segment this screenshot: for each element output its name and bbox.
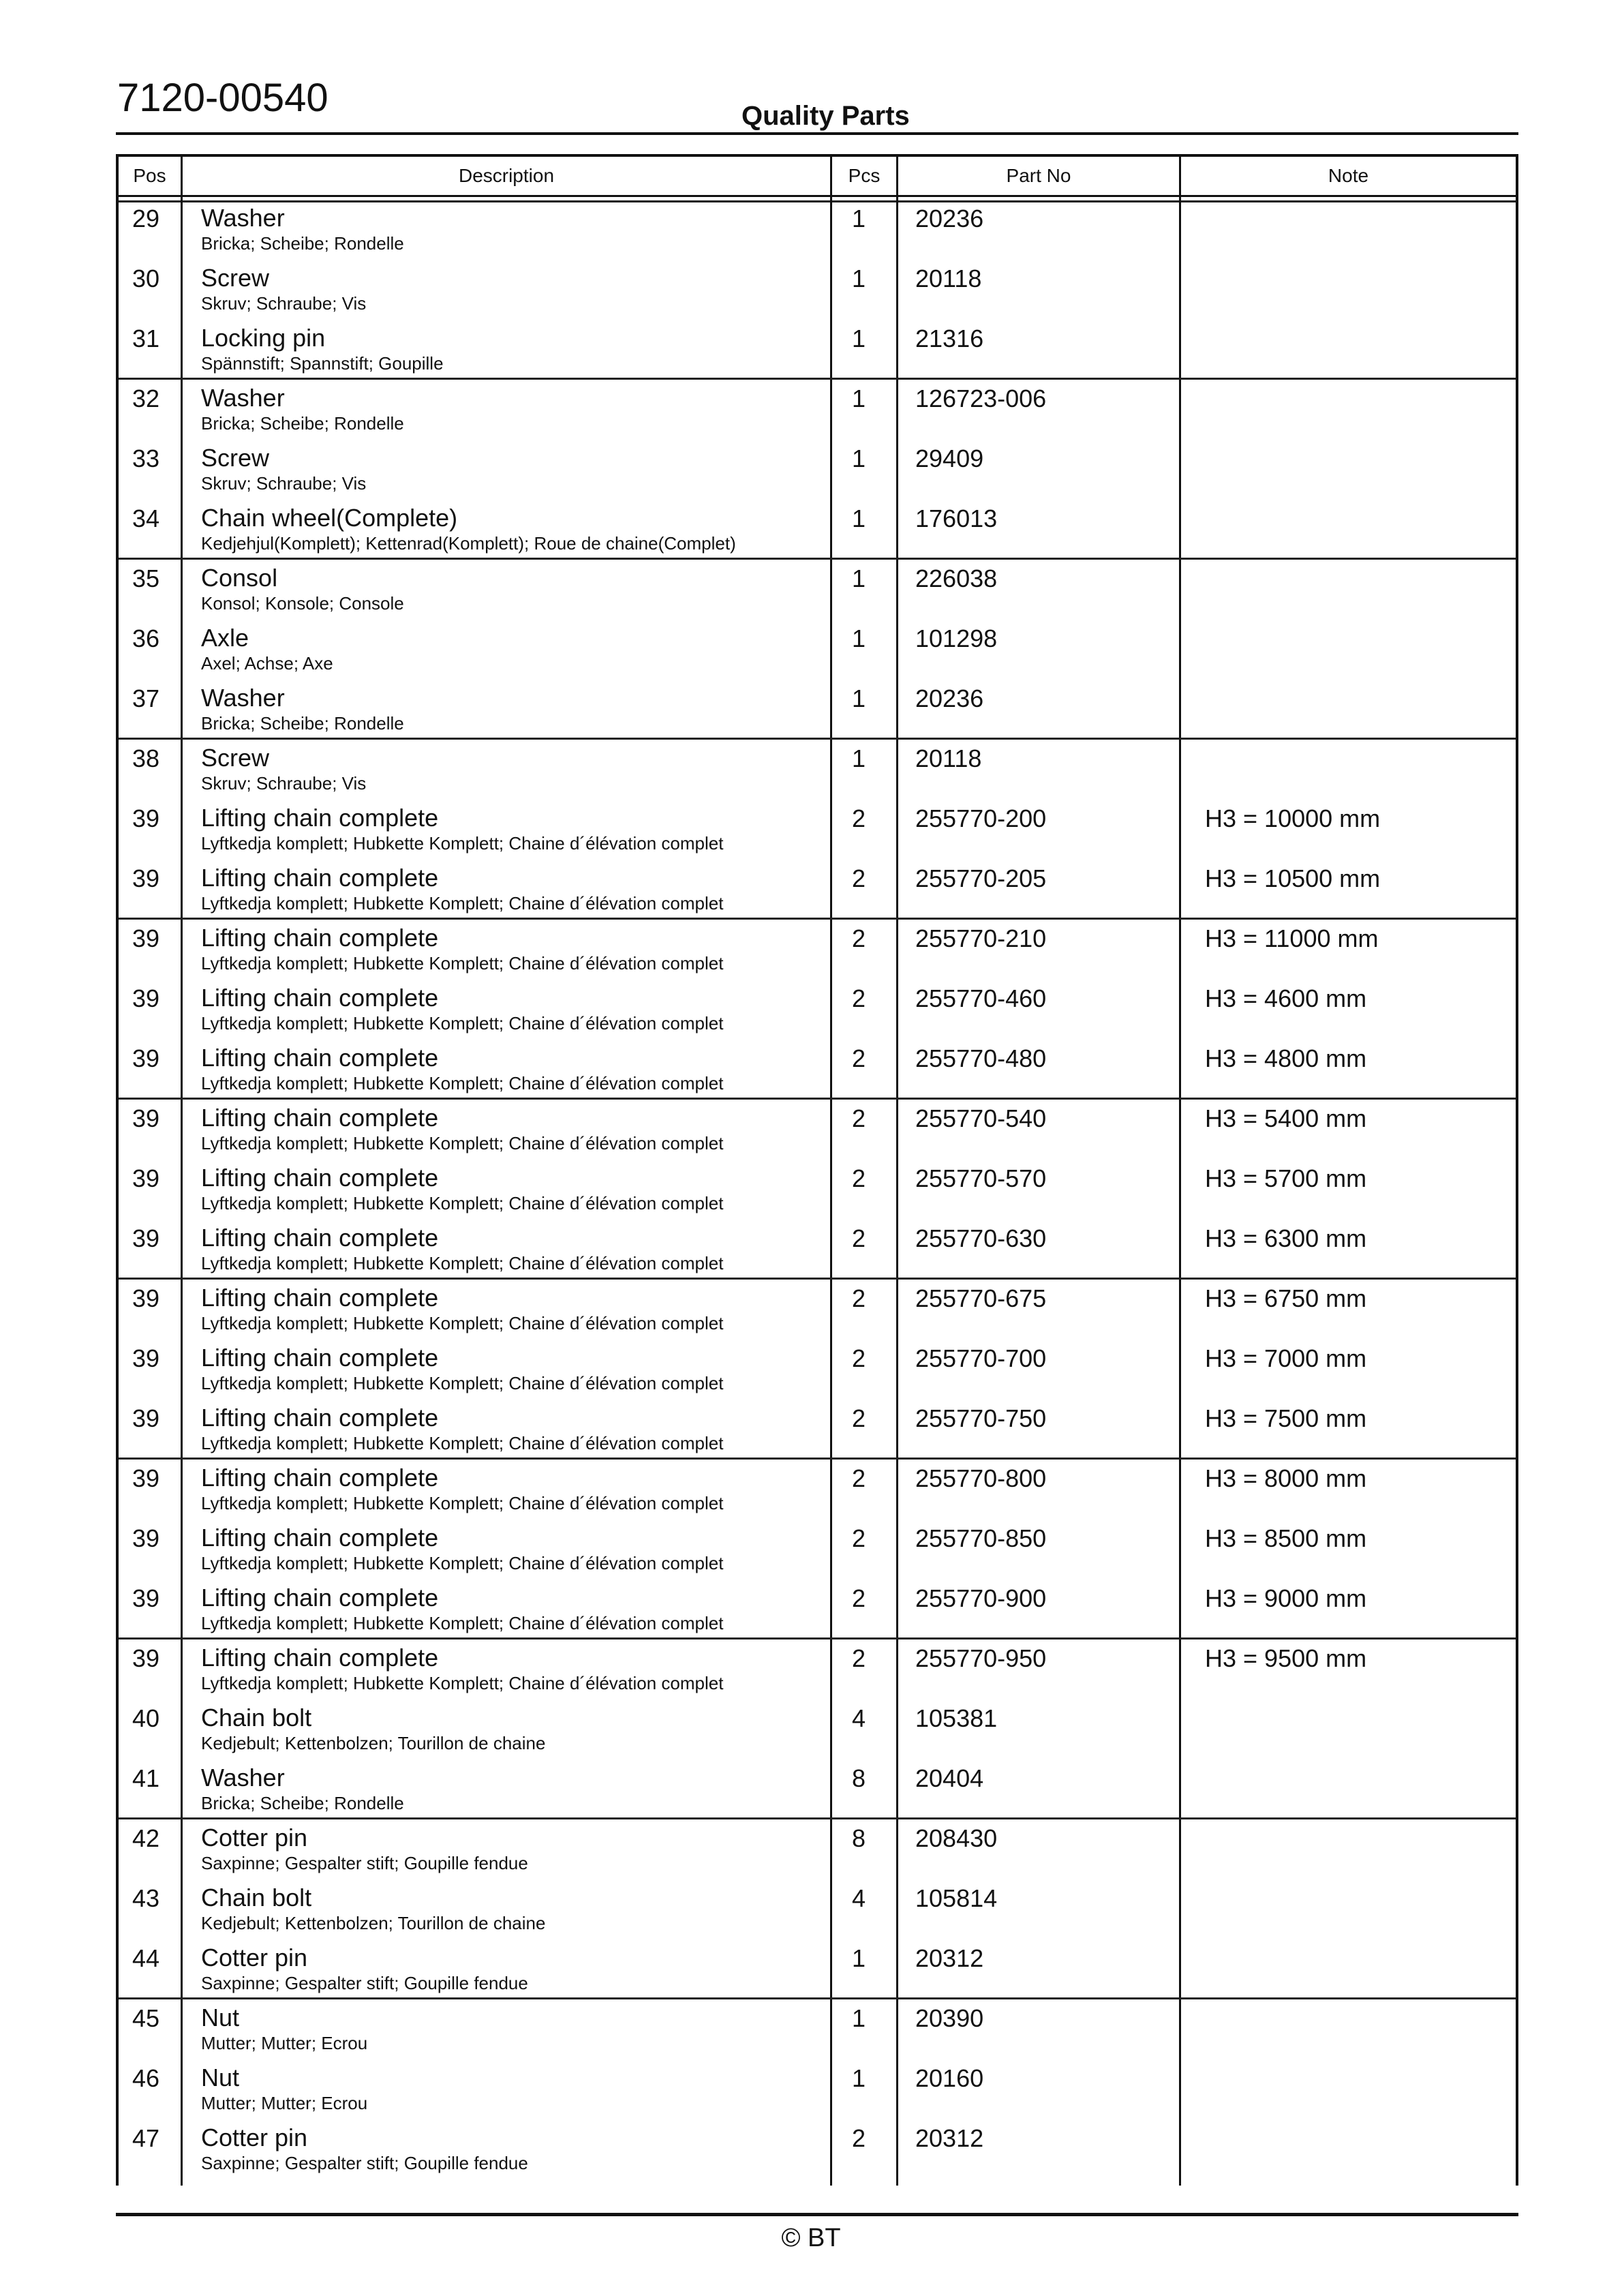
part-translations: Skruv; Schraube; Vis — [201, 473, 367, 494]
position-number: 39 — [132, 864, 160, 892]
part-number: 20118 — [915, 744, 982, 772]
quantity: 1 — [852, 384, 866, 412]
table-row — [119, 620, 1516, 680]
part-translations: Lyftkedja komplett; Hubkette Komplett; Chaine d´élévation complet — [201, 1253, 724, 1273]
table-row — [119, 2000, 1516, 2060]
table-row — [119, 1100, 1516, 1160]
part-name: Cotter pin — [201, 1824, 308, 1852]
column-header-pcs: Pcs — [848, 165, 881, 186]
table-row — [119, 560, 1516, 620]
part-name: Washer — [201, 1764, 285, 1792]
part-translations: Lyftkedja komplett; Hubkette Komplett; Chaine d´élévation complet — [201, 1673, 724, 1693]
quantity: 2 — [852, 1344, 866, 1372]
part-name: Washer — [201, 204, 285, 232]
description-cell — [201, 2124, 528, 2175]
part-name: Chain wheel(Complete) — [201, 504, 458, 532]
part-translations: Bricka; Scheibe; Rondelle — [201, 713, 404, 734]
description-cell — [201, 1344, 723, 1395]
document-number: 7120-00540 — [117, 76, 328, 120]
table-row — [119, 320, 1516, 380]
position-number: 29 — [132, 205, 160, 232]
table-row — [119, 200, 1516, 260]
description-cell — [201, 444, 366, 495]
table-row — [119, 1760, 1516, 1820]
table-row — [119, 860, 1516, 920]
part-name: Lifting chain complete — [201, 804, 439, 832]
quantity: 1 — [852, 684, 866, 712]
group-divider — [119, 558, 1516, 560]
table-row — [119, 980, 1516, 1040]
column-header-pos: Pos — [133, 165, 166, 186]
description-cell — [201, 2004, 367, 2055]
position-number: 39 — [132, 1344, 160, 1372]
description-cell — [201, 1284, 723, 1335]
part-name: Washer — [201, 384, 285, 412]
part-number: 255770-480 — [915, 1044, 1047, 1072]
part-name: Lifting chain complete — [201, 1224, 439, 1252]
quantity: 8 — [852, 1764, 866, 1792]
part-name: Washer — [201, 684, 285, 712]
description-cell — [201, 564, 404, 615]
column-header-description: Description — [458, 165, 555, 186]
part-number: 105814 — [915, 1884, 998, 1912]
quantity: 2 — [852, 864, 866, 892]
position-number: 39 — [132, 1524, 160, 1552]
part-translations: Bricka; Scheibe; Rondelle — [201, 413, 404, 434]
part-name: Lifting chain complete — [201, 1104, 439, 1132]
part-name: Axle — [201, 624, 249, 652]
quantity: 2 — [852, 1644, 866, 1672]
part-translations: Saxpinne; Gespalter stift; Goupille fendue — [201, 1973, 528, 1993]
part-translations: Bricka; Scheibe; Rondelle — [201, 233, 404, 254]
part-name: Lifting chain complete — [201, 1404, 439, 1432]
table-row — [119, 1400, 1516, 1460]
part-name: Screw — [201, 444, 270, 472]
position-number: 39 — [132, 1284, 160, 1312]
quantity: 2 — [852, 1284, 866, 1312]
description-cell — [201, 1824, 528, 1875]
copyright-footer: © BT — [781, 2224, 841, 2252]
group-divider — [119, 1817, 1516, 1819]
group-divider — [119, 1637, 1516, 1640]
column-header-part-no: Part No — [1006, 165, 1071, 186]
part-translations: Lyftkedja komplett; Hubkette Komplett; Chaine d´élévation complet — [201, 1193, 724, 1213]
note: H3 = 11000 mm — [1205, 924, 1379, 952]
part-number: 255770-630 — [915, 1224, 1047, 1252]
quantity: 2 — [852, 1584, 866, 1612]
position-number: 43 — [132, 1884, 160, 1912]
part-number: 255770-200 — [915, 804, 1047, 832]
position-number: 42 — [132, 1824, 160, 1852]
part-name: Lifting chain complete — [201, 1164, 439, 1192]
group-divider — [119, 918, 1516, 920]
quantity: 1 — [852, 624, 866, 652]
position-number: 31 — [132, 324, 160, 352]
group-divider — [119, 1997, 1516, 1999]
header-divider — [119, 195, 1516, 197]
description-cell — [201, 205, 404, 255]
table-row — [119, 380, 1516, 440]
part-number: 20236 — [915, 205, 984, 232]
part-translations: Skruv; Schraube; Vis — [201, 773, 367, 794]
position-number: 39 — [132, 1644, 160, 1672]
table-row — [119, 1880, 1516, 1940]
part-number: 29409 — [915, 444, 984, 472]
quantity: 2 — [852, 1404, 866, 1432]
part-name: Cotter pin — [201, 2124, 308, 2151]
quantity: 1 — [852, 324, 866, 352]
part-translations: Kedjebult; Kettenbolzen; Tourillon de chaine — [201, 1733, 546, 1753]
position-number: 32 — [132, 384, 160, 412]
table-row — [119, 500, 1516, 560]
part-name: Nut — [201, 2004, 240, 2031]
group-divider — [119, 738, 1516, 740]
part-name: Lifting chain complete — [201, 864, 439, 892]
part-number: 255770-540 — [915, 1104, 1047, 1132]
description-cell — [201, 684, 404, 735]
part-translations: Saxpinne; Gespalter stift; Goupille fendue — [201, 2153, 528, 2173]
description-cell — [201, 624, 333, 675]
table-row — [119, 1520, 1516, 1580]
part-number: 255770-850 — [915, 1524, 1047, 1552]
description-cell — [201, 265, 366, 315]
group-divider — [119, 1457, 1516, 1460]
note: H3 = 4800 mm — [1205, 1044, 1367, 1072]
note: H3 = 8500 mm — [1205, 1524, 1367, 1552]
position-number: 37 — [132, 684, 160, 712]
table-row — [119, 740, 1516, 800]
quantity: 2 — [852, 804, 866, 832]
part-number: 255770-675 — [915, 1284, 1047, 1312]
table-row — [119, 1820, 1516, 1880]
quantity: 2 — [852, 1464, 866, 1492]
position-number: 39 — [132, 1464, 160, 1492]
part-number: 20404 — [915, 1764, 984, 1792]
note: H3 = 6750 mm — [1205, 1284, 1367, 1312]
position-number: 30 — [132, 265, 160, 292]
table-row — [119, 680, 1516, 740]
part-name: Lifting chain complete — [201, 1464, 439, 1492]
part-translations: Skruv; Schraube; Vis — [201, 293, 367, 314]
table-row — [119, 2060, 1516, 2120]
description-cell — [201, 864, 723, 915]
quantity: 1 — [852, 205, 866, 232]
group-divider — [119, 1098, 1516, 1100]
description-cell — [201, 1644, 723, 1695]
note: H3 = 8000 mm — [1205, 1464, 1367, 1492]
table-row — [119, 1700, 1516, 1760]
part-name: Chain bolt — [201, 1704, 312, 1732]
part-number: 126723-006 — [915, 384, 1047, 412]
position-number: 45 — [132, 2004, 160, 2032]
part-number: 20390 — [915, 2004, 984, 2032]
description-cell — [201, 1224, 723, 1275]
part-number: 255770-800 — [915, 1464, 1047, 1492]
description-cell — [201, 1764, 404, 1815]
description-cell — [201, 984, 723, 1035]
part-translations: Lyftkedja komplett; Hubkette Komplett; Chaine d´élévation complet — [201, 1313, 724, 1333]
note: H3 = 7500 mm — [1205, 1404, 1367, 1432]
part-number: 20312 — [915, 1944, 984, 1972]
part-name: Lifting chain complete — [201, 924, 439, 952]
description-cell — [201, 1524, 723, 1575]
quantity: 2 — [852, 2124, 866, 2152]
column-header-note: Note — [1328, 165, 1369, 186]
note: H3 = 9500 mm — [1205, 1644, 1367, 1672]
section-title: Quality Parts — [741, 101, 910, 131]
part-name: Lifting chain complete — [201, 984, 439, 1012]
part-translations: Axel; Achse; Axe — [201, 653, 333, 674]
quantity: 2 — [852, 1524, 866, 1552]
quantity: 1 — [852, 564, 866, 592]
description-cell — [201, 1164, 723, 1215]
note: H3 = 10500 mm — [1205, 864, 1381, 892]
part-number: 20118 — [915, 265, 982, 292]
note: H3 = 7000 mm — [1205, 1344, 1367, 1372]
quantity: 2 — [852, 1164, 866, 1192]
table-row — [119, 1220, 1516, 1280]
footer-rule — [116, 2213, 1518, 2216]
table-row — [119, 1040, 1516, 1100]
quantity: 1 — [852, 1944, 866, 1972]
note: H3 = 5400 mm — [1205, 1104, 1367, 1132]
group-divider — [119, 378, 1516, 380]
position-number: 39 — [132, 984, 160, 1012]
part-translations: Lyftkedja komplett; Hubkette Komplett; Chaine d´élévation complet — [201, 1493, 724, 1513]
part-number: 255770-950 — [915, 1644, 1047, 1672]
part-number: 20160 — [915, 2064, 984, 2092]
part-translations: Lyftkedja komplett; Hubkette Komplett; Chaine d´élévation complet — [201, 1613, 724, 1633]
part-number: 20312 — [915, 2124, 984, 2152]
part-name: Screw — [201, 744, 270, 772]
table-row — [119, 1640, 1516, 1700]
position-number: 44 — [132, 1944, 160, 1972]
description-cell — [201, 924, 723, 975]
part-translations: Lyftkedja komplett; Hubkette Komplett; Chaine d´élévation complet — [201, 893, 724, 913]
part-translations: Bricka; Scheibe; Rondelle — [201, 1793, 404, 1813]
part-name: Lifting chain complete — [201, 1344, 439, 1372]
part-translations: Spännstift; Spannstift; Goupille — [201, 353, 444, 374]
table-row — [119, 920, 1516, 980]
part-translations: Saxpinne; Gespalter stift; Goupille fendue — [201, 1853, 528, 1873]
description-cell — [201, 1584, 723, 1635]
part-number: 226038 — [915, 564, 998, 592]
description-cell — [201, 1404, 723, 1455]
part-name: Cotter pin — [201, 1944, 308, 1972]
quantity: 1 — [852, 2064, 866, 2092]
table-row — [119, 800, 1516, 860]
table-row — [119, 1580, 1516, 1640]
position-number: 36 — [132, 624, 160, 652]
part-translations: Lyftkedja komplett; Hubkette Komplett; Chaine d´élévation complet — [201, 953, 724, 973]
part-translations: Lyftkedja komplett; Hubkette Komplett; Chaine d´élévation complet — [201, 1433, 724, 1453]
description-cell — [201, 744, 366, 795]
quantity: 2 — [852, 1224, 866, 1252]
position-number: 39 — [132, 804, 160, 832]
part-translations: Lyftkedja komplett; Hubkette Komplett; Chaine d´élévation complet — [201, 1013, 724, 1033]
quantity: 4 — [852, 1704, 866, 1732]
position-number: 39 — [132, 1044, 160, 1072]
description-cell — [201, 1104, 723, 1155]
description-cell — [201, 804, 723, 855]
part-name: Consol — [201, 564, 278, 592]
part-translations: Kedjebult; Kettenbolzen; Tourillon de chaine — [201, 1913, 546, 1933]
quantity: 2 — [852, 1104, 866, 1132]
note: H3 = 5700 mm — [1205, 1164, 1367, 1192]
part-number: 21316 — [915, 324, 984, 352]
part-number: 255770-700 — [915, 1344, 1047, 1372]
position-number: 39 — [132, 1224, 160, 1252]
table-row — [119, 1460, 1516, 1520]
part-number: 255770-460 — [915, 984, 1047, 1012]
position-number: 34 — [132, 504, 160, 532]
part-name: Lifting chain complete — [201, 1524, 439, 1552]
note: H3 = 4600 mm — [1205, 984, 1367, 1012]
part-translations: Konsol; Konsole; Console — [201, 593, 404, 614]
description-cell — [201, 2064, 367, 2115]
part-name: Lifting chain complete — [201, 1044, 439, 1072]
quantity: 2 — [852, 984, 866, 1012]
position-number: 39 — [132, 1584, 160, 1612]
description-cell — [201, 324, 444, 375]
part-translations: Mutter; Mutter; Ecrou — [201, 2093, 368, 2113]
description-cell — [201, 504, 736, 555]
part-name: Lifting chain complete — [201, 1284, 439, 1312]
part-name: Lifting chain complete — [201, 1644, 439, 1672]
position-number: 38 — [132, 744, 160, 772]
part-number: 255770-570 — [915, 1164, 1047, 1192]
part-number: 255770-750 — [915, 1404, 1047, 1432]
position-number: 39 — [132, 924, 160, 952]
part-translations: Lyftkedja komplett; Hubkette Komplett; Chaine d´élévation complet — [201, 1073, 724, 1093]
quantity: 1 — [852, 504, 866, 532]
position-number: 39 — [132, 1164, 160, 1192]
note: H3 = 10000 mm — [1205, 804, 1381, 832]
part-number: 176013 — [915, 504, 998, 532]
part-number: 255770-210 — [915, 924, 1047, 952]
part-name: Screw — [201, 264, 270, 292]
part-number: 20236 — [915, 684, 984, 712]
table-row — [119, 2120, 1516, 2180]
description-cell — [201, 1944, 528, 1995]
table-row — [119, 1280, 1516, 1340]
position-number: 41 — [132, 1764, 160, 1792]
part-translations: Lyftkedja komplett; Hubkette Komplett; Chaine d´élévation complet — [201, 833, 724, 854]
part-name: Nut — [201, 2064, 240, 2091]
description-cell — [201, 384, 404, 435]
note: H3 = 9000 mm — [1205, 1584, 1367, 1612]
position-number: 33 — [132, 444, 160, 472]
description-cell — [201, 1464, 723, 1515]
part-translations: Lyftkedja komplett; Hubkette Komplett; Chaine d´élévation complet — [201, 1373, 724, 1393]
quantity: 1 — [852, 444, 866, 472]
position-number: 47 — [132, 2124, 160, 2152]
parts-table — [116, 154, 1518, 2186]
part-number: 208430 — [915, 1824, 998, 1852]
quantity: 8 — [852, 1824, 866, 1852]
quantity: 1 — [852, 744, 866, 772]
header-rule — [116, 132, 1518, 135]
position-number: 39 — [132, 1404, 160, 1432]
note: H3 = 6300 mm — [1205, 1224, 1367, 1252]
quantity: 2 — [852, 924, 866, 952]
part-translations: Lyftkedja komplett; Hubkette Komplett; Chaine d´élévation complet — [201, 1133, 724, 1153]
part-name: Lifting chain complete — [201, 1584, 439, 1612]
part-name: Locking pin — [201, 324, 326, 352]
part-number: 105381 — [915, 1704, 998, 1732]
table-row — [119, 440, 1516, 500]
table-row — [119, 1160, 1516, 1220]
quantity: 1 — [852, 2004, 866, 2032]
part-translations: Kedjehjul(Komplett); Kettenrad(Komplett); Roue de chaine(Complet) — [201, 533, 736, 554]
quantity: 2 — [852, 1044, 866, 1072]
table-row — [119, 1940, 1516, 2000]
part-number: 255770-205 — [915, 864, 1047, 892]
position-number: 40 — [132, 1704, 160, 1732]
table-row — [119, 260, 1516, 320]
description-cell — [201, 1704, 545, 1755]
position-number: 35 — [132, 564, 160, 592]
table-row — [119, 1340, 1516, 1400]
group-divider — [119, 1278, 1516, 1280]
position-number: 46 — [132, 2064, 160, 2092]
part-name: Chain bolt — [201, 1884, 312, 1912]
part-translations: Mutter; Mutter; Ecrou — [201, 2033, 368, 2053]
part-number: 255770-900 — [915, 1584, 1047, 1612]
description-cell — [201, 1884, 545, 1935]
quantity: 1 — [852, 265, 866, 292]
position-number: 39 — [132, 1104, 160, 1132]
description-cell — [201, 1044, 723, 1095]
quantity: 4 — [852, 1884, 866, 1912]
part-translations: Lyftkedja komplett; Hubkette Komplett; Chaine d´élévation complet — [201, 1553, 724, 1573]
part-number: 101298 — [915, 624, 998, 652]
